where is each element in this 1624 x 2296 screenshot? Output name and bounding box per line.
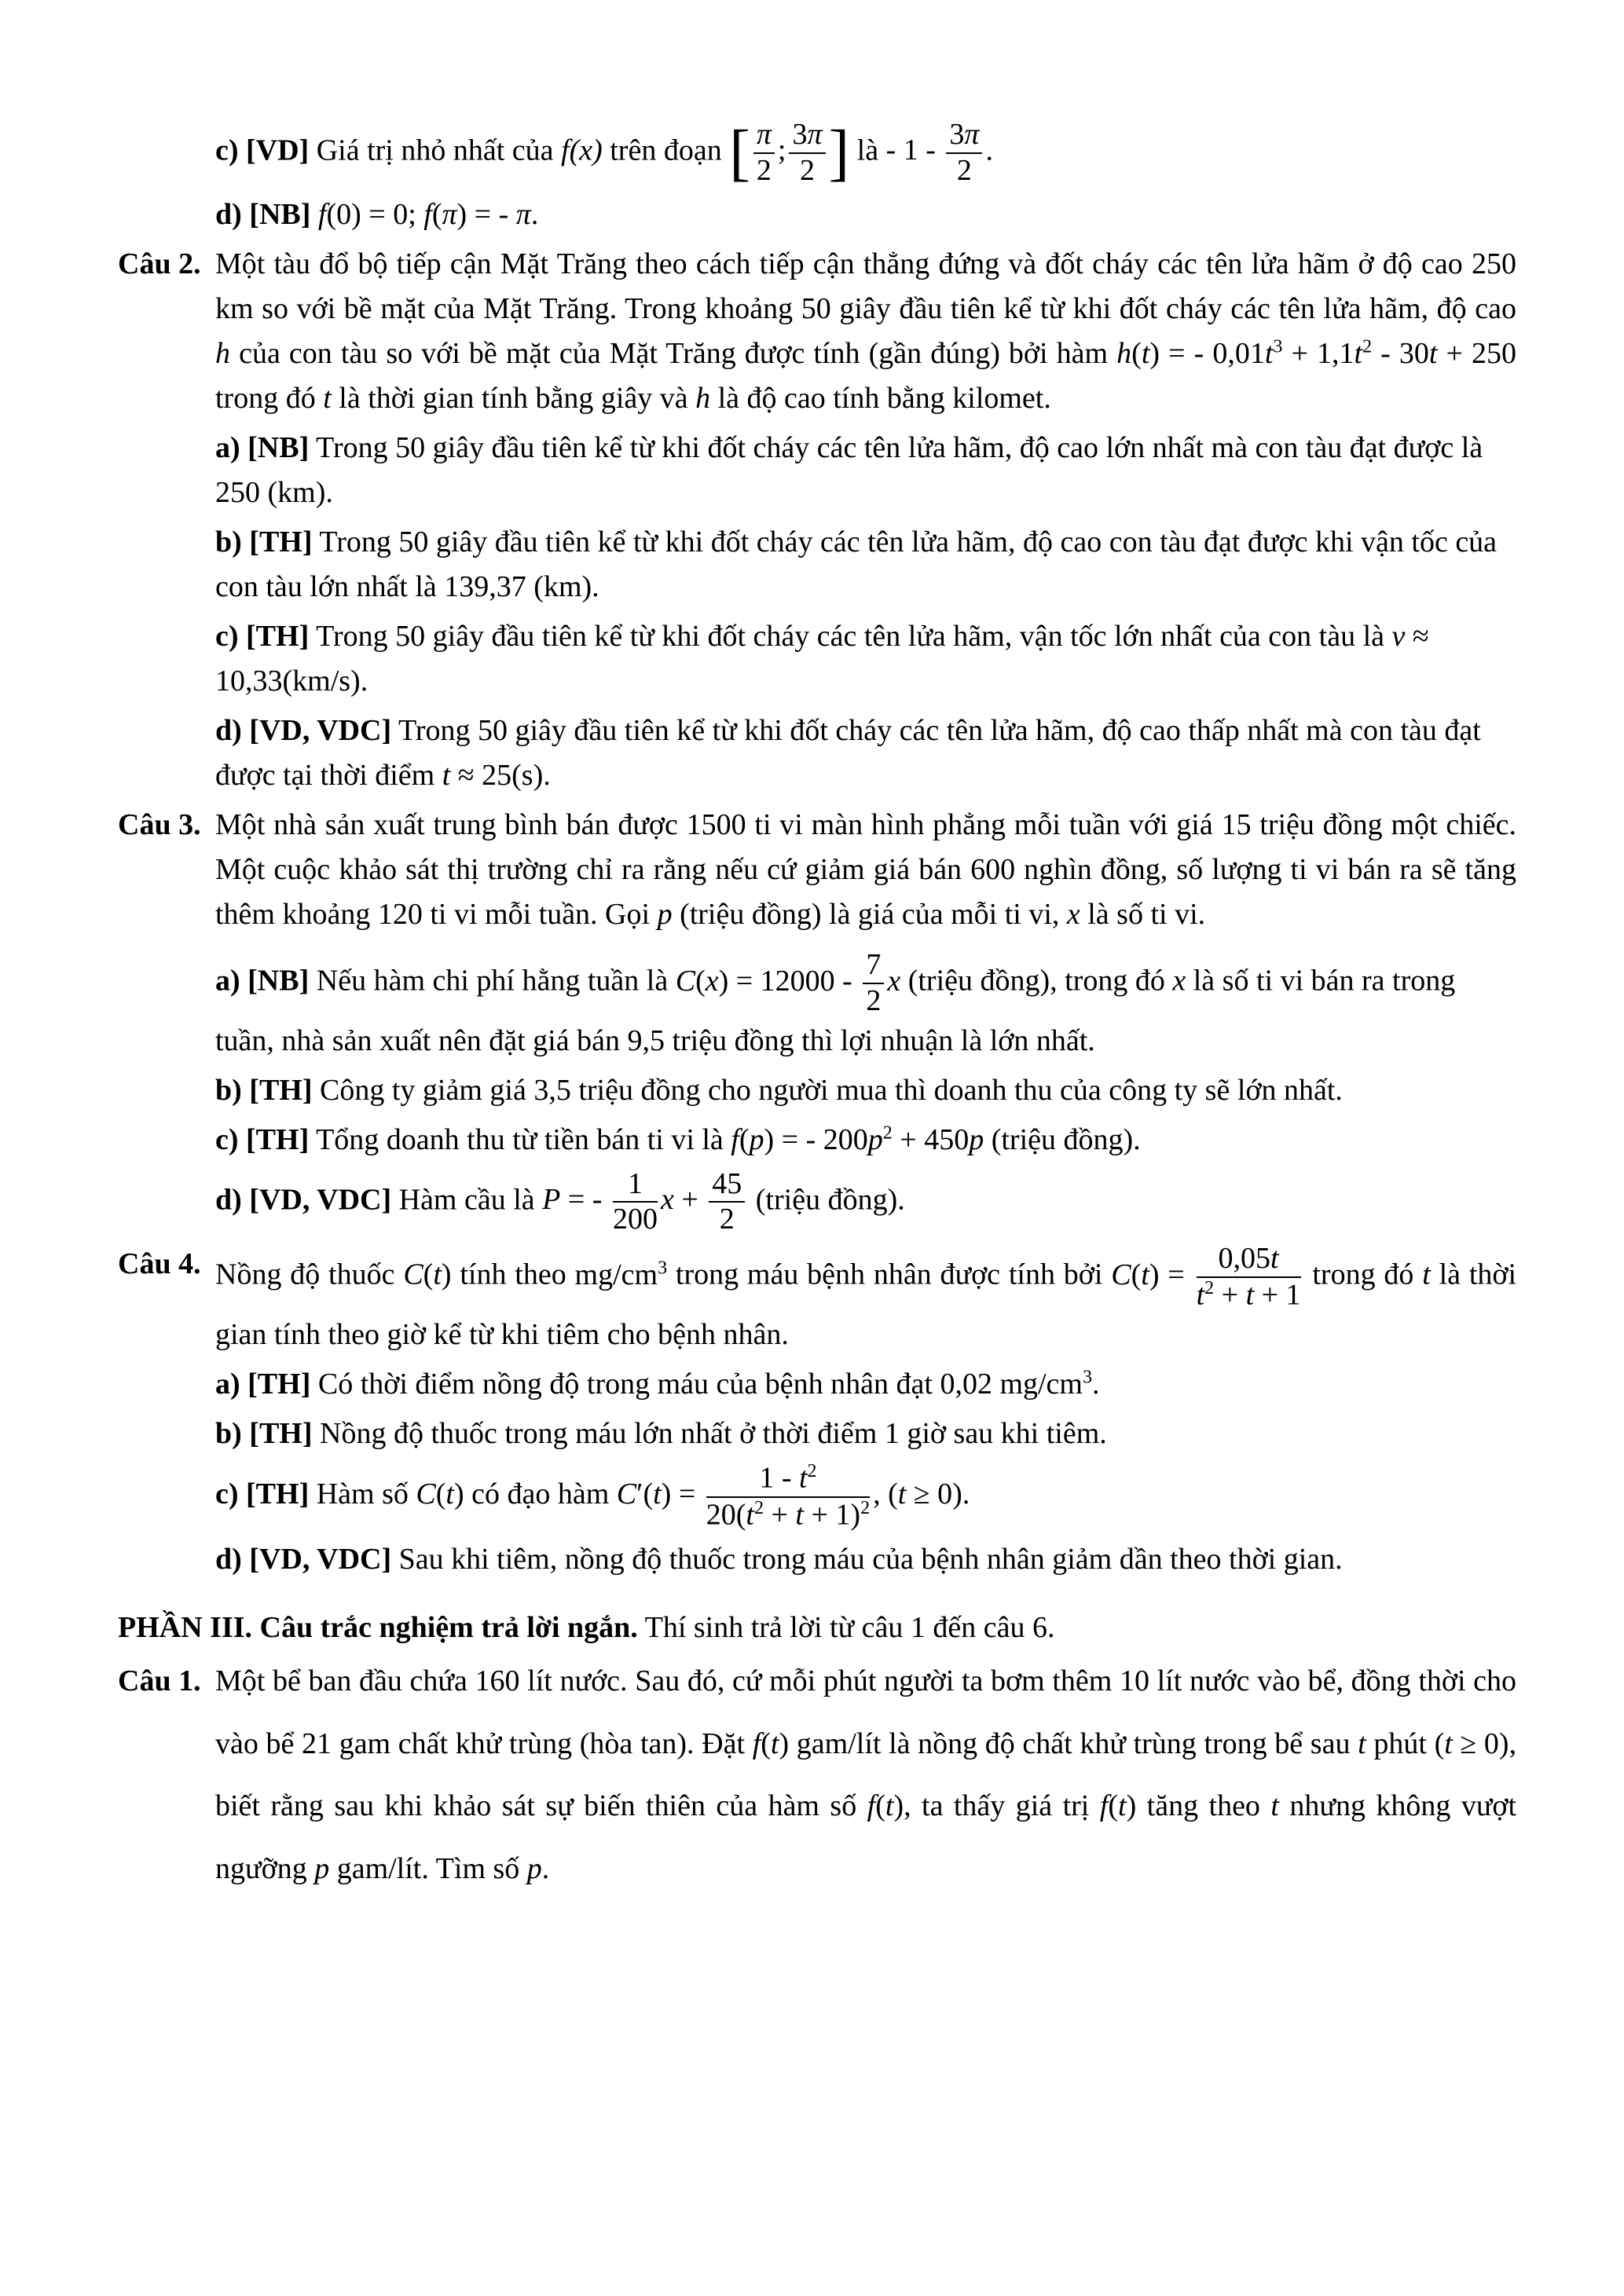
option-tag: c) [VD] (215, 134, 310, 167)
math-revenue-function: f(p) = - $200p^2 + 450p$ (731, 1122, 984, 1156)
q2-option-b: b) [TH] Trong 50 giây đầu tiên kể từ khi đốt cháy các tên lửa hãm, độ cao con tàu đạt được khi vận tốc của con tàu lớn nhất là 139,37 (km). (215, 525, 1498, 604)
question-2: Câu 2. Một tàu đổ bộ tiếp cận Mặt Trăng theo cách tiếp cận thẳng đứng và đốt cháy các tên lửa hãm ở độ cao 250 km so với bề mặt của Mặt Trăng. Trong khoảng 50 giây đầu tiên kể từ khi đốt cháy các tên lửa hãm, độ cao h của con tàu so với bề mặt của Mặt Trăng được tính (gần đúng) bởi hàm h(t) = - $0,01t^3 + 1,1t^2 - 30t + 250$ trong đó t là thời gian tính bằng giây và h là độ cao tính bằng kilomet. (118, 242, 1516, 421)
math-concentration: C(t) = $\frac{0,05t}{t^2 + t + 1}$ (1111, 1242, 1301, 1312)
section-title: PHẦN III. Câu trắc nghiệm trả lời ngắn. (118, 1610, 638, 1644)
section-subtitle: Thí sinh trả lời từ câu 1 đến câu 6. (644, 1610, 1055, 1644)
part3-question-1: Câu 1. Một bể ban đầu chứa 160 lít nước. Sau đó, cứ mỗi phút người ta bơm thêm 10 lít nước vào bể, đồng thời cho vào bể 21 gam chất khử trùng (hòa tan). Đặt f(t) gam/lít là nồng độ chất khử trùng trong bể sau t phút (t ≥ 0), biết rằng sau khi khảo sát sự biến thiên của hàm số f(t), ta thấy giá trị f(t) tăng theo t nhưng không vượt ngưỡng p gam/lít. Tìm số p. (118, 1650, 1516, 1901)
q4-option-b: b) [TH] Nồng độ thuốc trong máu lớn nhất ở thời điểm 1 giờ sau khi tiêm. (215, 1417, 1107, 1451)
question-3: Câu 3. Một nhà sản xuất trung bình bán được 1500 ti vi màn hình phẳng mỗi tuần với giá 15 triệu đồng một chiếc. Một cuộc khảo sát thị trường chỉ ra rằng nếu cứ giảm giá bán 600 nghìn đồng, số lượng ti vi bán ra sẽ tăng thêm khoảng 120 ti vi mỗi tuần. Gọi p (triệu đồng) là giá của mỗi ti vi, x là số ti vi. (118, 803, 1516, 937)
q3-option-b: b) [TH] Công ty giảm giá 3,5 triệu đồng cho người mua thì doanh thu của công ty sẽ lớn nhất. (215, 1073, 1343, 1107)
q3-option-a: a) [NB] Nếu hàm chi phí hằng tuần là C(x) = 12000 - $\frac{7}{2}$ x (triệu đồng), trong đó x là số ti vi bán ra trong tuần, nhà sản xuất nên đặt giá bán 9,5 triệu đồng thì lợi nhuận là lớn nhất. (215, 948, 1456, 1057)
math-fx: f(x) (561, 134, 603, 167)
q4-option-a: a) [TH] Có thời điểm nồng độ trong máu của bệnh nhân đạt 0,02 $mg/cm^3$. (215, 1367, 1100, 1401)
q4-option-c: c) [TH] Hàm số C(t) có đạo hàm C′(t) = $\frac{1 - t^2}{20(t^2 + t + 1)^2}$ , (t ≥ 0). (215, 1461, 970, 1532)
math-derivative: C′(t) = $\frac{1 - t^2}{20(t^2 + t + 1)^2}$ , (t ≥ 0) (616, 1461, 962, 1532)
section-heading (118, 1606, 1516, 1650)
question-label: Câu 4. (118, 1247, 201, 1281)
q2-option-d: d) [VD, VDC] Trong 50 giây đầu tiên kể từ khi đốt cháy các tên lửa hãm, độ cao thấp nhất mà con tàu đạt được tại thời điểm t ≈ 25(s). (215, 714, 1481, 793)
math-f0: f(0) = 0 (317, 198, 409, 232)
q3-option-d: d) [VD, VDC] Hàm cầu là P = - $\frac{1}{200}$ x + $\frac{45}{2}$ (triệu đồng). (215, 1166, 905, 1236)
math-fpi: f(π) = - π (423, 198, 531, 232)
q4-option-d: d) [VD, VDC] Sau khi tiêm, nồng độ thuốc trong máu của bệnh nhân giảm dần theo thời gian. (215, 1542, 1343, 1576)
q3-option-c: c) [TH] Tổng doanh thu từ tiền bán ti vi là f(p) = - $200p^2 + 450p$ (triệu đồng). (215, 1122, 1141, 1156)
math-interval: [ $\frac{\pi}{2}$ ; $\frac{3\pi}{2}$ ] (729, 118, 850, 188)
math-cost-function: C(x) = 12000 - $\frac{7}{2}$ x (675, 948, 901, 1018)
math-ht: h(t) = - $0,01t^3 + 1,1t^2 - 30t + 250$ (1116, 336, 1517, 371)
q1-option-c: c) [VD] Giá trị nhỏ nhất của f(x) trên đoạn [ $\frac{\pi}{2}$ ; $\frac{3\pi}{2}$ ] là - 1 - $\frac{3\pi}{2}$ . (215, 118, 993, 188)
q2-option-a: a) [NB] Trong 50 giây đầu tiên kể từ khi đốt cháy các tên lửa hãm, độ cao lớn nhất mà con tàu đạt được là 250 (km). (215, 431, 1483, 510)
question-label: Câu 3. (118, 808, 201, 842)
question-label: Câu 1. (118, 1664, 201, 1697)
question-4: Câu 4. Nồng độ thuốc C(t) tính theo $mg/cm^3$ trong máu bệnh nhân được tính bởi C(t) = $\frac{0,05t}{t^2 + t + 1}$ trong đó t là thời gian tính theo giờ kể từ khi tiêm cho bệnh nhân. (118, 1242, 1517, 1352)
math-min-value: - 1 - $\frac{3\pi}{2}$ (886, 134, 986, 167)
math-demand-function: P = - $\frac{1}{200}$ x + $\frac{45}{2}$ (542, 1183, 748, 1216)
q1-option-d: d) [NB] f(0) = 0; f(π) = - π. (215, 198, 539, 232)
q2-option-c: c) [TH] Trong 50 giây đầu tiên kể từ khi đốt cháy các tên lửa hãm, vận tốc lớn nhất của con tàu là v ≈ 10,33(km/s). (215, 620, 1429, 698)
document-page (118, 118, 1516, 1901)
question-label: Câu 2. (118, 247, 201, 281)
